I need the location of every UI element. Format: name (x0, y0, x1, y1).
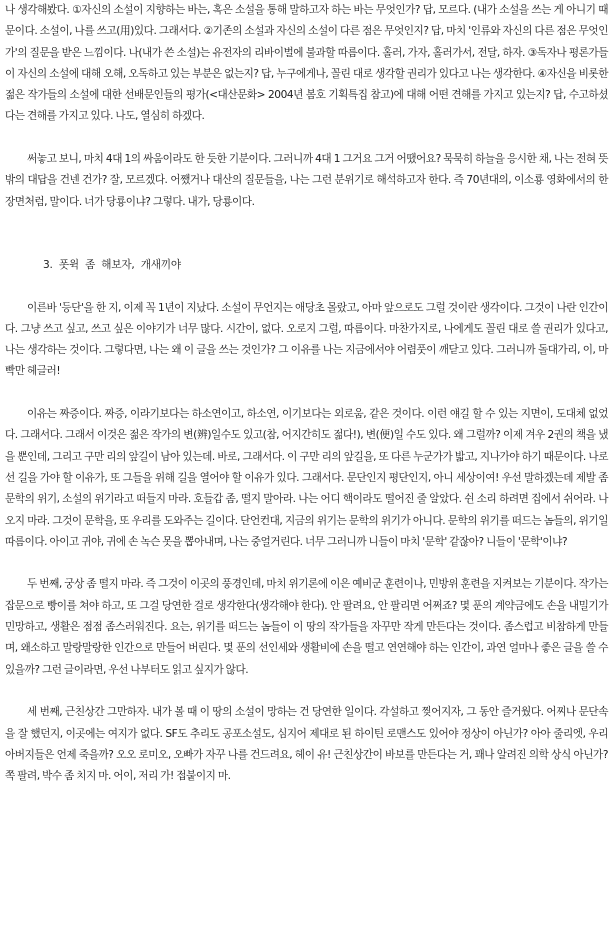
paragraph-four-to-one: 써놓고 보니, 마치 4대 1의 싸움이라도 한 듯한 기분이다. 그러니까 4대 1 그거요 그거 어땠어요? 묵묵히 하늘을 응시한 채, 나는 전혀 뜻밖의 대답을 건넨 건가? 잘, 모르겠다. 어쨌거나 대산의 질문들을, 나는 그런 분위기로 해석하고자 한다. 즉 70년대의, 이소룡 영화에서의 한 장면처럼, 말이다. 너가 당룡이냐? 그렇다. 내가, 당룡이다. (5, 153, 608, 208)
paragraph-gap (5, 383, 608, 404)
paragraph-answers: 나 생각해봤다. ①자신의 소설이 지향하는 바는, 혹은 소설을 통해 말하고자 하는 바는 무엇인가? 답, 모르다. (내가 소설을 쓰는 게 아니기 때문이다. 소설이, 나를 쓰고(用)있다. 그래서다. ②기존의 소설과 자신의 소설이 다른 점은 무엇인지? 답, 마치 '인류와 자신의 다른 점은 무엇인가'의 질문을 받은 느낌이다. 나(내가 쓴 소설)는 유전자의 리바이벌에 불과할 따름이다. 홀러, 가자, 홀러가서, 전달, 하자. ③독자나 평론가들이 자신의 소설에 대해 오해, 오독하고 있는 부분은 없는지? 답, 누구에게나, 꼴린 대로 생각할 권리가 있다고 나는 생각한다. ④자신을 비롯한 젊은 작가들의 소설에 대한 선배문인들의 평가(<대산문화> 2004년 봄호 기획특집 참고)에 대해 어떤 견해를 가지고 있는지? 답, 수고하셨다는 견해를 가지고 있다. 나도, 열심히 하겠다. (5, 4, 608, 123)
section-heading: 3. 폿윅 좀 해보자, 개새끼야 (43, 258, 181, 271)
paragraph-gap (5, 128, 608, 149)
section-gap (5, 213, 608, 255)
paragraph-gap (5, 681, 608, 702)
paragraph-debut: 이른바 '등단'을 한 지, 이제 꼭 1년이 지났다. 소설이 무언지는 애당초 몰랐고, 아마 앞으로도 그럴 것이란 생각이다. 그것이 나란 인간이다. 그냥 쓰고 싶고, 쓰고 싶은 이야기가 너무 많다. 시간이, 없다. 오로지 그럴, 따름이다. 마찬가지로, 나에게도 꼴린 대로 쓸 권리가 있다고, 나는 생각하는 것이다. 그렇다면, 나는 왜 이 글을 쓰는 것인가? 그 이유를 나는 지금에서야 어렴풋이 깨닫고 있다. 그러니까 돌대가리, 이, 마빡만 헤글러! (5, 301, 608, 378)
paragraph-reason: 이유는 짜증이다. 짜증, 이라기보다는 하소연이고, 하소연, 이기보다는 외로움, 같은 것이다. 이런 얘길 할 수 있는 지면이, 도대체 없었다. 그래서다. 그래서 이것은 젊은 작가의 변(辨)일수도 있고(참, 어지간히도 젊다!), 변(便)일 수도 있다. 왜 그럴까? 이제 겨우 2권의 책을 냈을 뿐인데, 그리고 구만 리의 앞길이 남아 있는데. 바로, 그래서다. 이 구만 리의 앞길을, 또 다른 누군가가 밟고, 지나가야 하기 때문이다. 나로선 길을 가야 할 이유가, 또 그들을 위해 길을 열어야 할 이유가 있다. 그래서다. 문단인지 평단인지, 아니 세상이여! 우선 말하겠는데 제발 좀 문학의 위기, 소설의 위기라고 떠들지 마라. 호들갑 좀, 떨지 말아라. 나는 어디 핵이라도 떨어진 줄 알았다. 쉰 소리 하려면 집에서 쉬어라. 나오지 마라. 그것이 문학을, 또 우리를 도와주는 길이다. 단언컨대, 지금의 위기는 문학의 위기가 아니다. 문학의 위기를 떠드는 놈들의, 위기일 따름이다. 아이고 귀야, 귀에 손 녹슨 못을 뽑아내며, 나는 중얼거린다. 너무 그러니까 니들이 마치 '문학' 같잖아? 니들이 '문학'이냐? (5, 408, 608, 548)
paragraph-third: 세 번째, 근친상간 그만하자. 내가 볼 때 이 땅의 소설이 망하는 건 당연한 일이다. 각설하고 찢어지자, 그 동안 즐거웠다. 어찌나 문단속을 잘 했던지, 이곳에는 여지가 없다. SF도 추리도 공포소설도, 심지어 제대로 된 하이틴 로맨스도 있어야 정상이 아닌가? 아아 줄리엣, 우리 아버지들은 언제 죽을까? 오오 로미오, 오빠가 자꾸 나를 건드려요, 헤이 유! 근친상간이 바보를 만든다는 거, 꽤나 알려진 의학 상식 아닌가? 쪽 팔려, 박수 좀 치지 마. 어이, 저리 가! 접붙이지 마. (5, 706, 608, 783)
paragraph-gap (5, 276, 608, 297)
paragraph-second: 두 번째, 궁상 좀 떨지 마라. 즉 그것이 이곳의 풍경인데, 마치 위기론에 이은 예비군 훈련이나, 민방위 훈련을 지켜보는 기분이다. 작가는 잡문으로 빵이를 쳐야 하고, 또 그걸 당연한 걸로 생각한다(생각해야 한다). 안 팔려요, 안 팔리면 어쩌죠? 몇 푼의 계약금에도 손을 내밀기가 민망하고, 생활은 점점 좀스러워진다. 요는, 위기를 떠드는 놈들이 이 땅의 작가들을 자꾸만 작게 만든다는 것이다. 좀스럽고 비참하게 만들며, 왜소하고 말랑말랑한 인간으로 만들어 버린다. 몇 푼의 선인세와 생활비에 손을 떨고 연연해야 하는 인간이, 과연 얼마나 좋은 글을 쓸 수 있을까? 그런 글이라면, 우선 나부터도 읽고 싶지가 않다. (5, 578, 608, 676)
paragraph-gap (5, 553, 608, 574)
